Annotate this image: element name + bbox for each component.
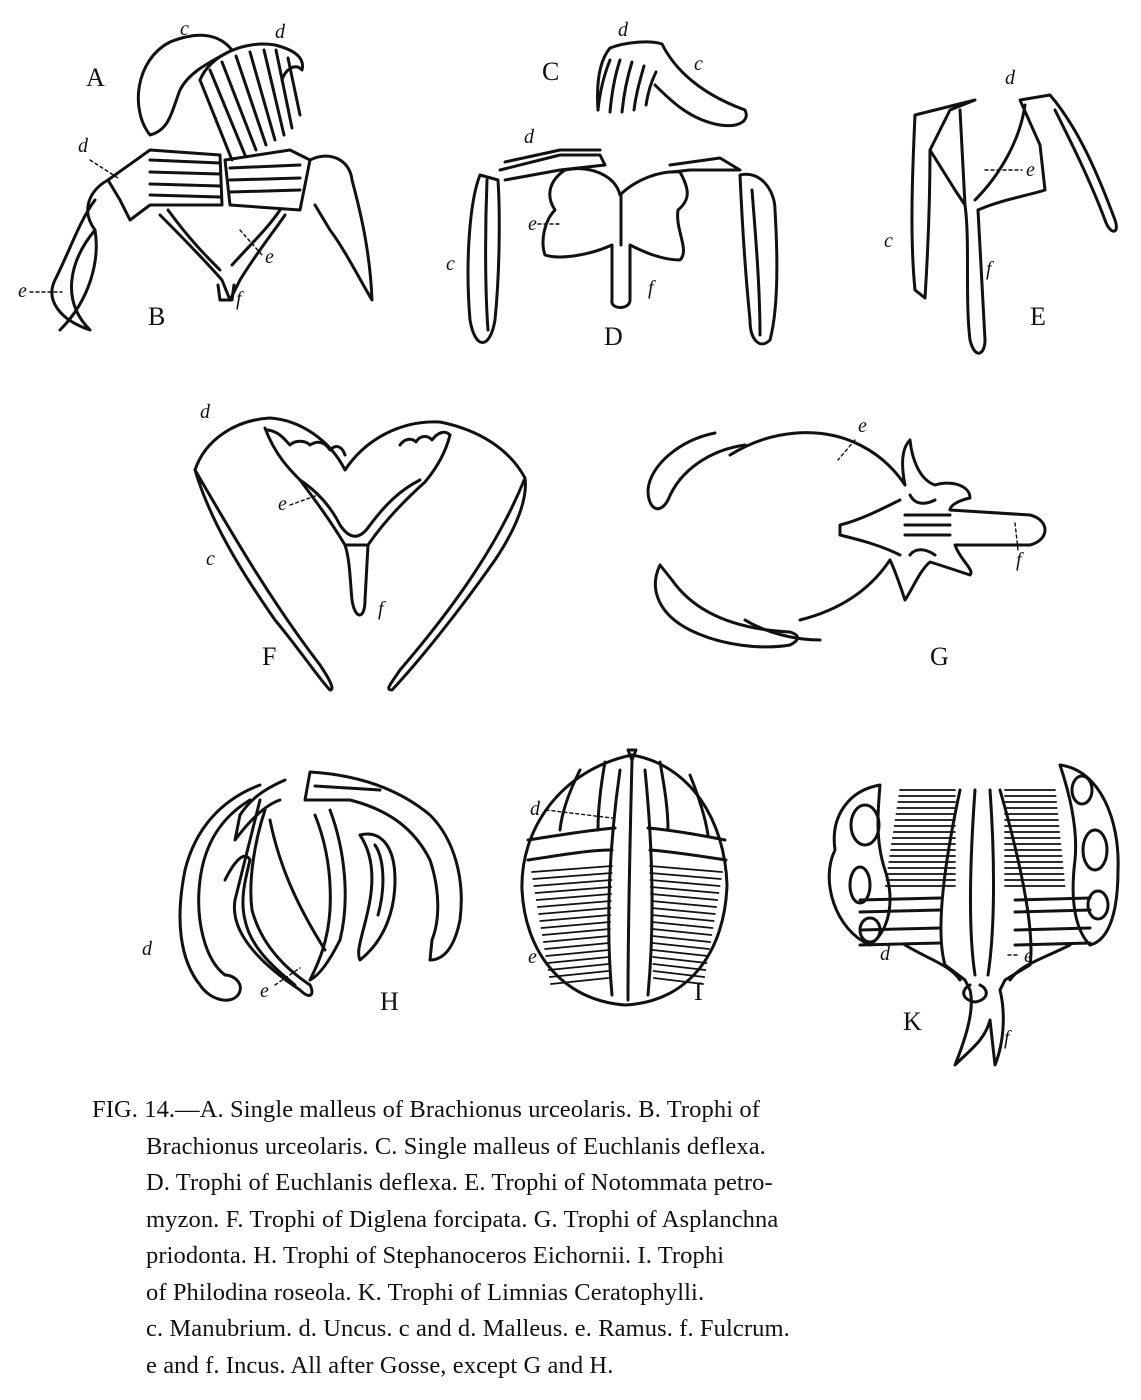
label-b-e: e (265, 246, 274, 268)
label-a: A (86, 63, 105, 92)
label-a-c: c (180, 18, 189, 40)
panel-a-drawing (138, 35, 302, 160)
label-b-e2: e (18, 280, 27, 302)
panel-g-drawing (648, 433, 1045, 647)
label-a-d: d (275, 21, 285, 43)
label-e-d: d (1005, 67, 1015, 89)
label-k-f: f (1004, 1027, 1010, 1049)
panel-e-drawing (912, 95, 1116, 353)
label-d-f: f (648, 277, 654, 299)
caption-line-7: c. Manubrium. d. Uncus. c and d. Malleus. e. Ramus. f. Fulcrum. (146, 1315, 790, 1342)
panel-k-drawing (829, 765, 1118, 1065)
panel-h-drawing (180, 772, 461, 1000)
label-k-e: e (1024, 945, 1033, 967)
figure-caption (92, 1092, 1062, 1384)
panel-d-drawing (468, 150, 777, 344)
caption-line-6: of Philodina roseola. K. Trophi of Limnias Ceratophylli. (146, 1278, 705, 1306)
label-i-e: e (528, 946, 537, 968)
label-c: C (542, 57, 560, 86)
label-f-e: e (278, 493, 287, 515)
caption-line-3: D. Trophi of Euchlanis deflexa. E. Trophi of Notommata petro- (146, 1169, 773, 1196)
label-f-d: d (200, 401, 210, 423)
label-b-d: d (78, 135, 88, 157)
label-d-d: d (524, 126, 534, 148)
caption-line-1: FIG. 14.—A. Single malleus of Brachionus urceolaris. B. Trophi of (92, 1096, 760, 1123)
label-e: E (1030, 302, 1046, 331)
caption-line-8: e and f. Incus. All after Gosse, except G and H. (146, 1351, 614, 1379)
label-k-d: d (880, 943, 890, 965)
label-e-c: c (884, 230, 893, 252)
label-d-c: c (446, 253, 455, 275)
label-g-f: f (1016, 549, 1022, 571)
label-d-e: e (528, 213, 537, 235)
label-e-e: e (1026, 159, 1035, 181)
label-h-e: e (260, 980, 269, 1002)
label-b-f: f (236, 288, 242, 310)
caption-line-4: myzon. F. Trophi of Diglena forcipata. G. Trophi of Asplanchna (146, 1205, 779, 1233)
label-b: B (148, 302, 166, 331)
label-h: H (380, 987, 399, 1016)
label-f-c: c (206, 548, 215, 570)
panel-c-drawing (598, 42, 747, 126)
label-k: K (903, 1007, 922, 1036)
label-f-f: f (378, 598, 384, 620)
label-g-e: e (858, 415, 867, 437)
panel-f-drawing (195, 418, 525, 690)
label-i-d: d (530, 798, 540, 820)
caption-line-2: Brachionus urceolaris. C. Single malleus of Euchlanis deflexa. (146, 1132, 766, 1160)
label-g: G (930, 642, 949, 671)
label-h-d: d (142, 938, 152, 960)
panel-b-drawing (52, 150, 372, 330)
label-i: I (694, 977, 703, 1006)
label-c-c: c (694, 53, 703, 75)
label-e-f: f (986, 258, 992, 280)
label-c-d: d (618, 19, 628, 41)
label-f: F (262, 642, 277, 671)
label-d: D (604, 322, 623, 351)
caption-line-5: priodonta. H. Trophi of Stephanoceros Eichornii. I. Trophi (146, 1242, 725, 1269)
